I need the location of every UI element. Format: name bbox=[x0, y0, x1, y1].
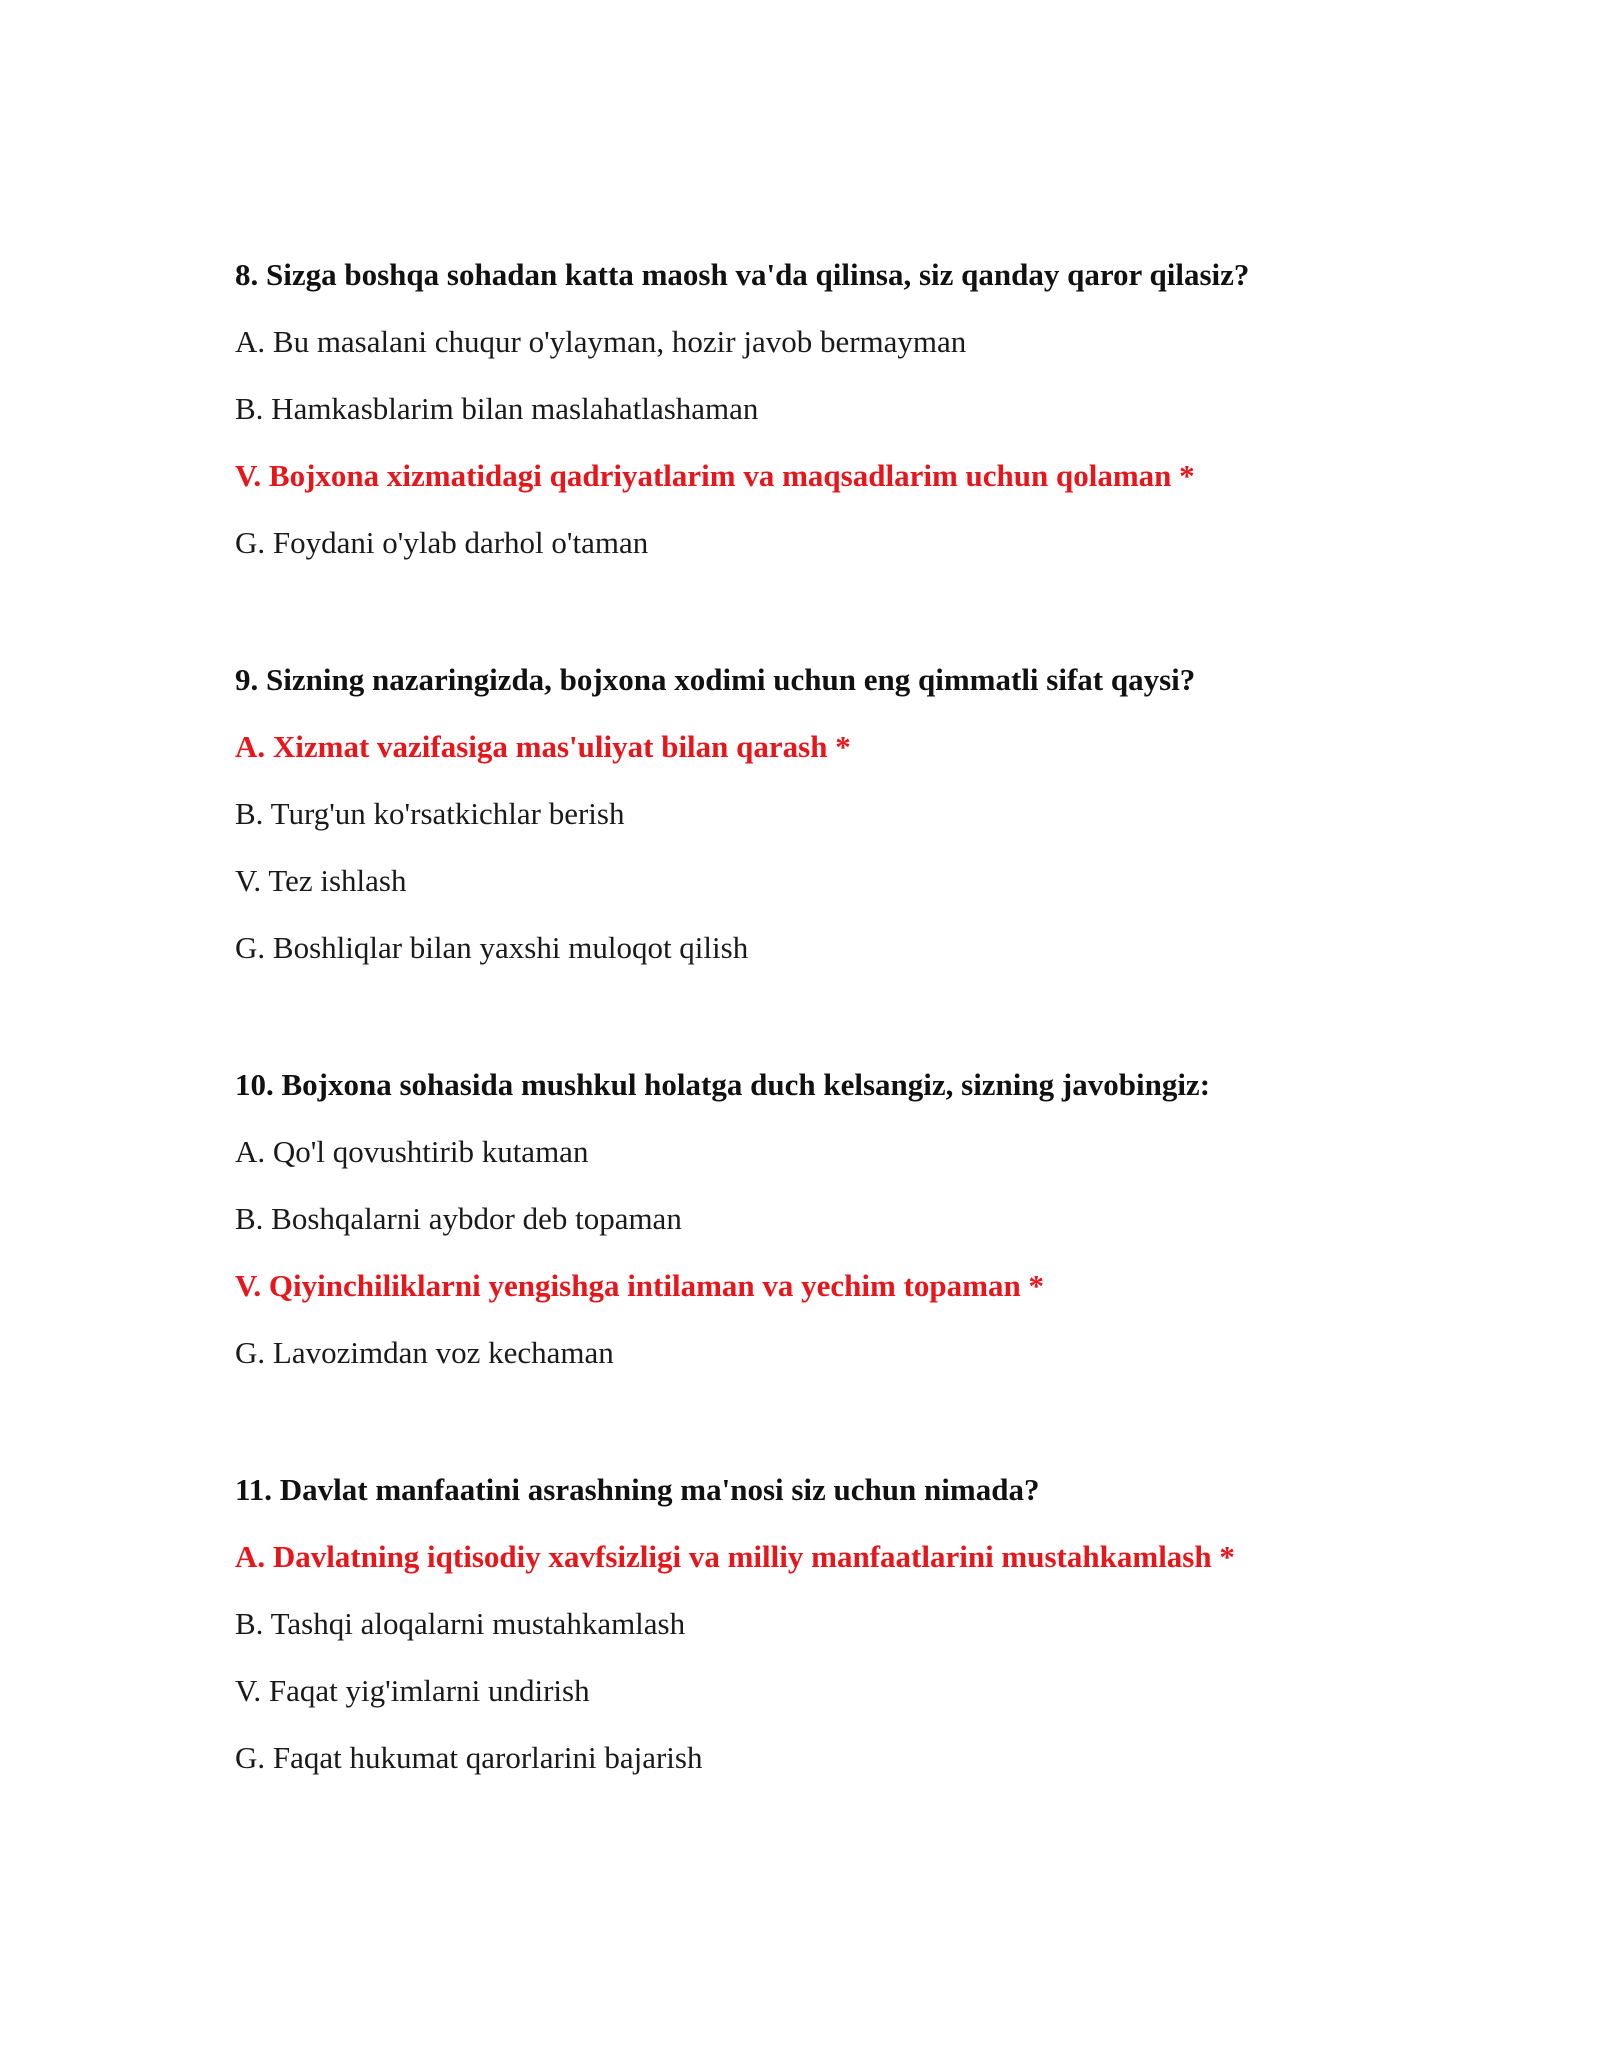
answer-option: A. Bu masalani chuqur o'ylayman, hozir javob bermayman bbox=[235, 324, 967, 359]
answer-option: V. Faqat yig'imlarni undirish bbox=[235, 1673, 590, 1708]
answer-option: B. Boshqalarni aybdor deb topaman bbox=[235, 1201, 682, 1236]
answer-option: A. Qo'l qovushtirib kutaman bbox=[235, 1134, 589, 1169]
question-text: 10. Bojxona sohasida mushkul holatga duch kelsangiz, sizning javobingiz: bbox=[235, 1067, 1211, 1102]
answer-option: G. Foydani o'ylab darhol o'taman bbox=[235, 525, 649, 560]
correct-answer-option: V. Qiyinchiliklarni yengishga intilaman va yechim topaman * bbox=[235, 1268, 1044, 1303]
correct-answer-option: V. Bojxona xizmatidagi qadriyatlarim va maqsadlarim uchun qolaman * bbox=[235, 458, 1195, 493]
correct-answer-option: A. Davlatning iqtisodiy xavfsizligi va milliy manfaatlarini mustahkamlash * bbox=[235, 1539, 1235, 1574]
question-text: 9. Sizning nazaringizda, bojxona xodimi uchun eng qimmatli sifat qaysi? bbox=[235, 662, 1196, 697]
answer-option: G. Faqat hukumat qarorlarini bajarish bbox=[235, 1740, 703, 1775]
answer-option: B. Turg'un ko'rsatkichlar berish bbox=[235, 796, 625, 831]
answer-option: B. Tashqi aloqalarni mustahkamlash bbox=[235, 1606, 686, 1641]
answer-option: B. Hamkasblarim bilan maslahatlashaman bbox=[235, 391, 759, 426]
answer-option: G. Lavozimdan voz kechaman bbox=[235, 1335, 614, 1370]
question-text: 11. Davlat manfaatini asrashning ma'nosi siz uchun nimada? bbox=[235, 1472, 1040, 1507]
answer-option: V. Tez ishlash bbox=[235, 863, 407, 898]
correct-answer-option: A. Xizmat vazifasiga mas'uliyat bilan qarash * bbox=[235, 729, 851, 764]
question-text: 8. Sizga boshqa sohadan katta maosh va'da qilinsa, siz qanday qaror qilasiz? bbox=[235, 257, 1250, 292]
answer-option: G. Boshliqlar bilan yaxshi muloqot qilish bbox=[235, 930, 749, 965]
